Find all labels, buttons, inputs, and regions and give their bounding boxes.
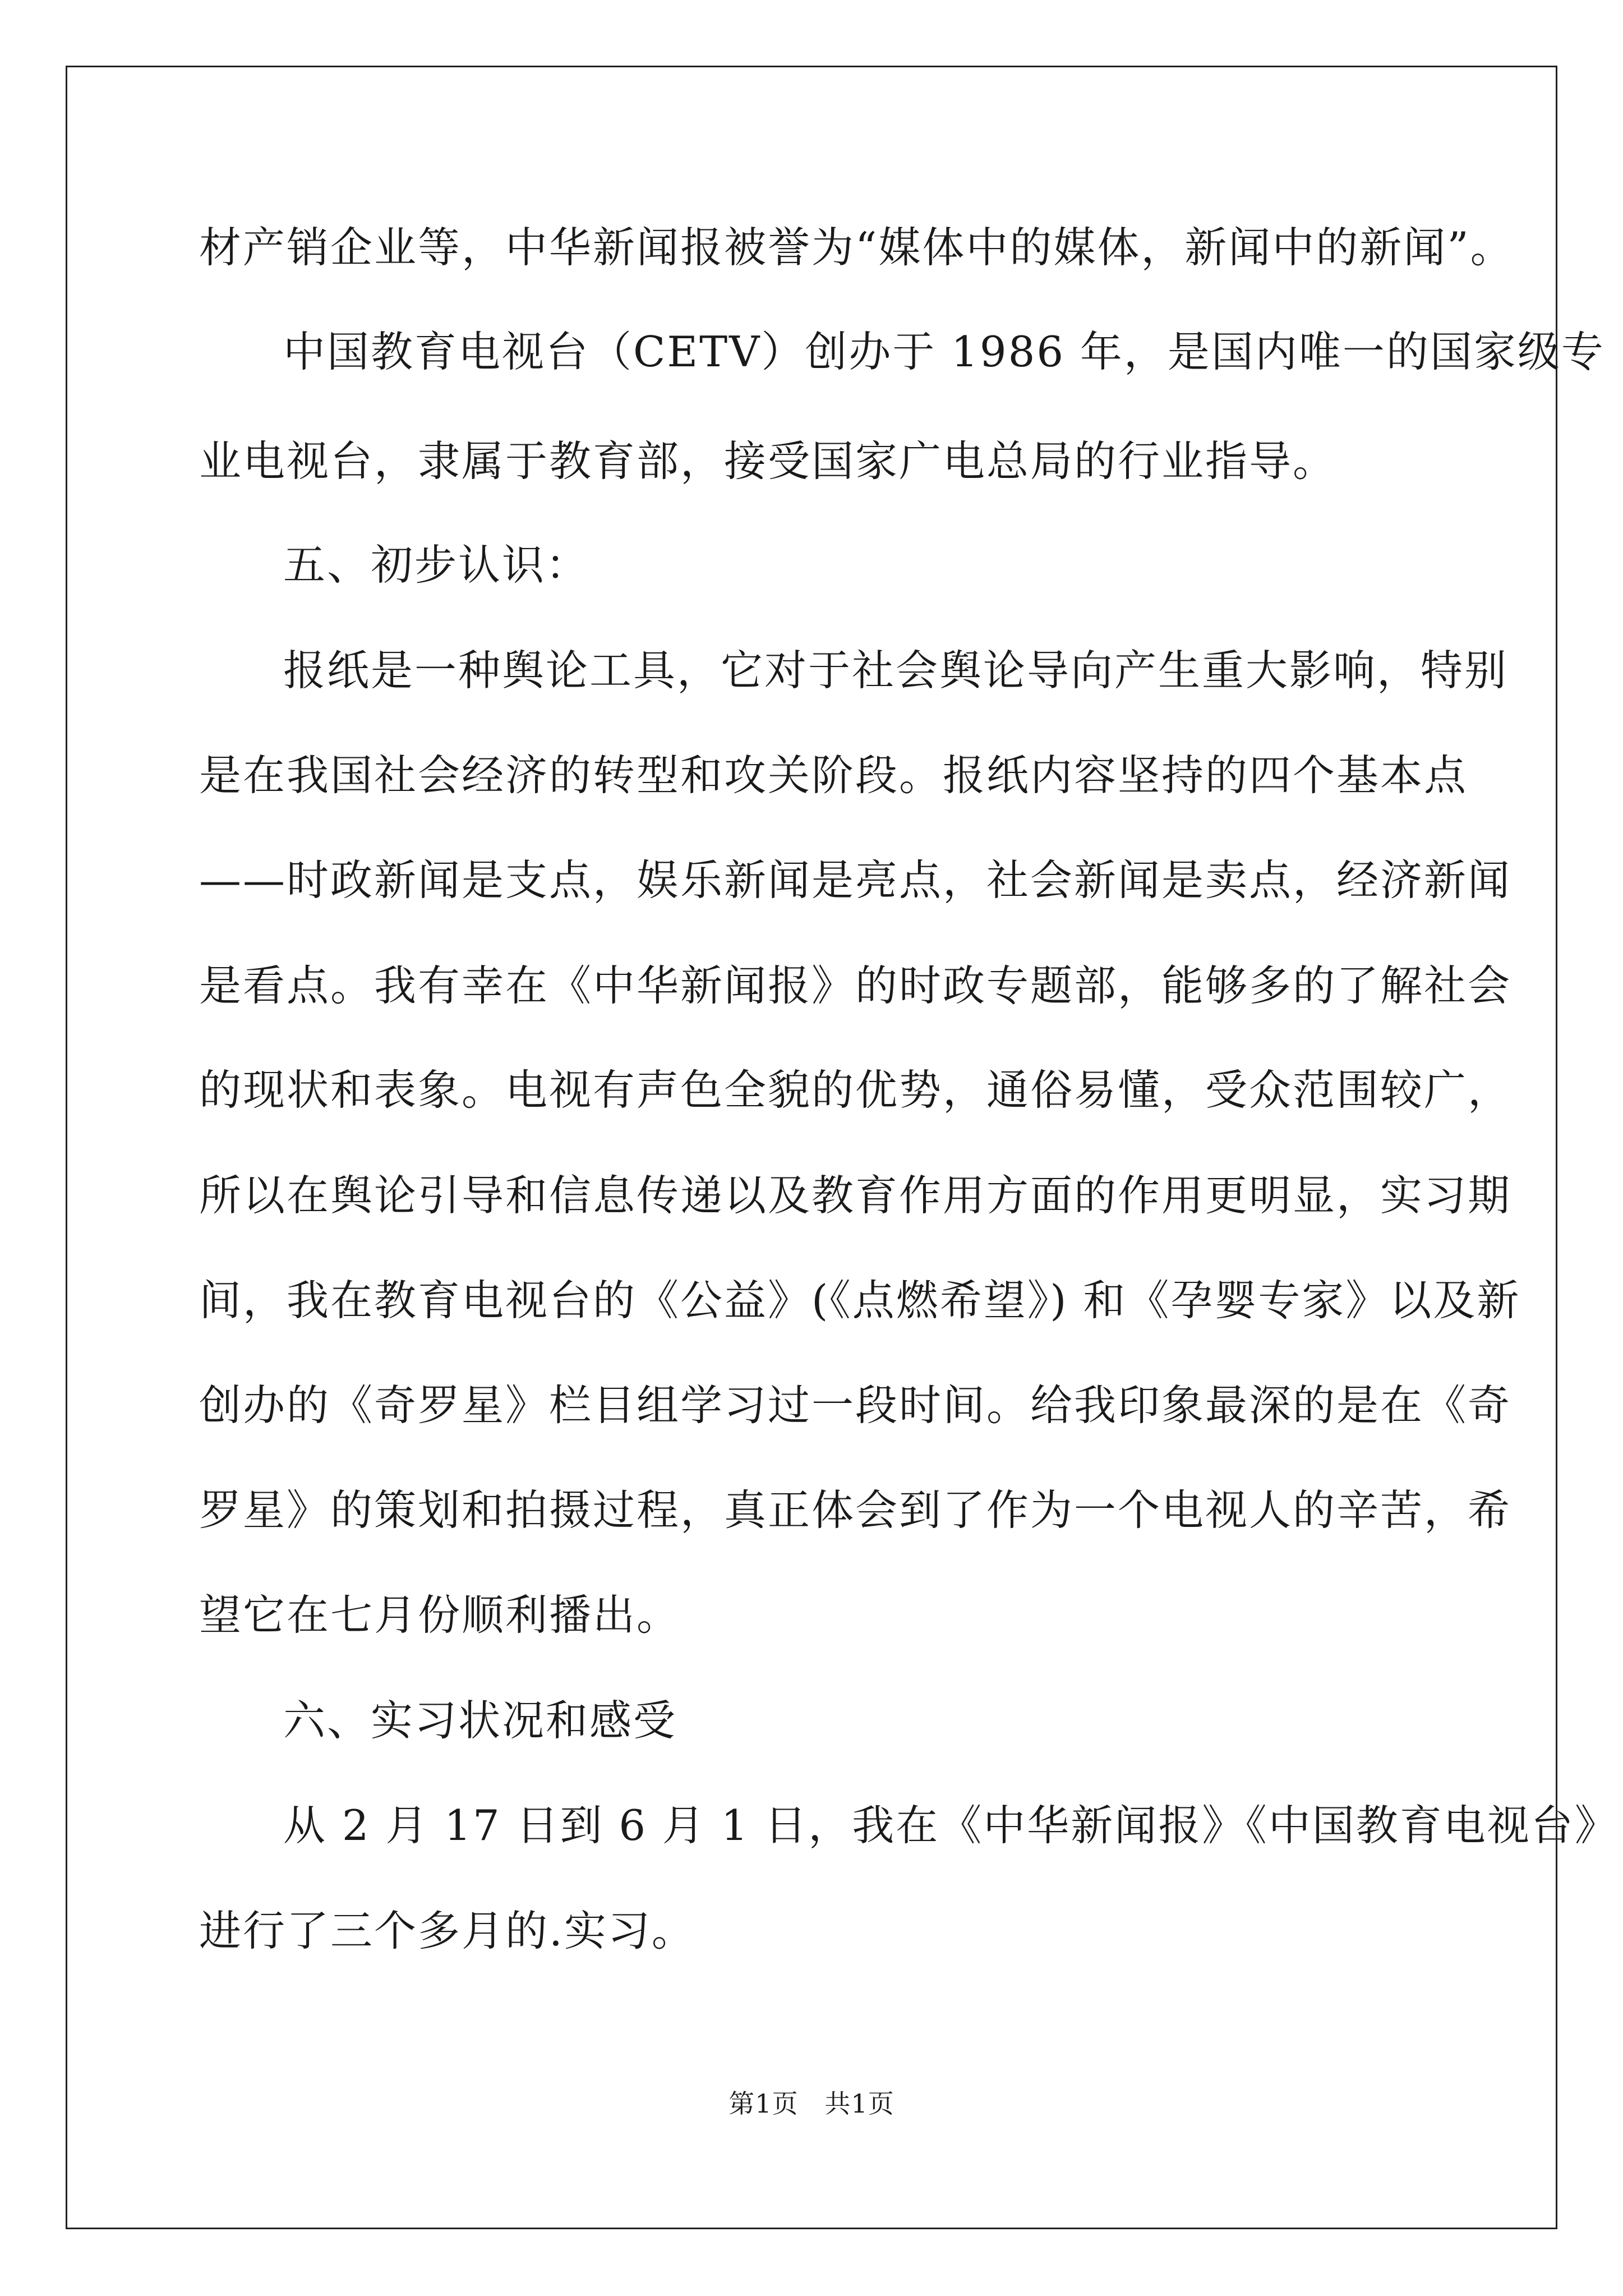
page-number-footer: 第1页 共1页 (728, 2088, 895, 2119)
paragraph-line-3: 业电视台，隶属于教育部，接受国家广电总局的行业指导。 (199, 436, 1337, 486)
paragraph-line-5: 报纸是一种舆论工具，它对于社会舆论导向产生重大影响，特别 (283, 646, 1509, 695)
paragraph-line-10: 所以在舆论引导和信息传递以及教育作用方面的作用更明显，实习期 (199, 1171, 1512, 1220)
paragraph-line-12: 创办的《奇罗星》栏目组学习过一段时间。给我印象最深的是在《奇 (199, 1381, 1512, 1430)
paragraph-line-8: 是看点。我有幸在《中华新闻报》的时政专题部，能够多的了解社会 (199, 961, 1512, 1010)
section-heading-6: 六、实习状况和感受 (283, 1696, 677, 1745)
paragraph-line-1: 材产销企业等，中华新闻报被誉为“媒体中的媒体，新闻中的新闻”。 (199, 223, 1514, 272)
section-heading-5: 五、初步认识： (283, 540, 590, 590)
paragraph-line-7: ——时政新闻是支点，娱乐新闻是亮点，社会新闻是卖点，经济新闻 (199, 855, 1512, 905)
paragraph-line-13: 罗星》的策划和拍摄过程，真正体会到了作为一个电视人的辛苦，希 (199, 1485, 1512, 1535)
paragraph-line-11: 间，我在教育电视台的《公益》(《点燃希望》) 和《孕婴专家》以及新 (199, 1276, 1521, 1325)
paragraph-line-14: 望它在七月份顺利播出。 (199, 1590, 681, 1640)
paragraph-line-9: 的现状和表象。电视有声色全貌的优势，通俗易懂，受众范围较广， (199, 1065, 1512, 1115)
paragraph-line-17: 进行了三个多月的.实习。 (199, 1906, 695, 1955)
paragraph-line-2: 中国教育电视台（CETV）创办于 1986 年，是国内唯一的国家级专 (283, 327, 1605, 376)
paragraph-line-16: 从 2 月 17 日到 6 月 1 日，我在《中华新闻报》《中国教育电视台》 (283, 1801, 1619, 1850)
paragraph-line-6: 是在我国社会经济的转型和攻关阶段。报纸内容坚持的四个基本点 (199, 751, 1468, 800)
